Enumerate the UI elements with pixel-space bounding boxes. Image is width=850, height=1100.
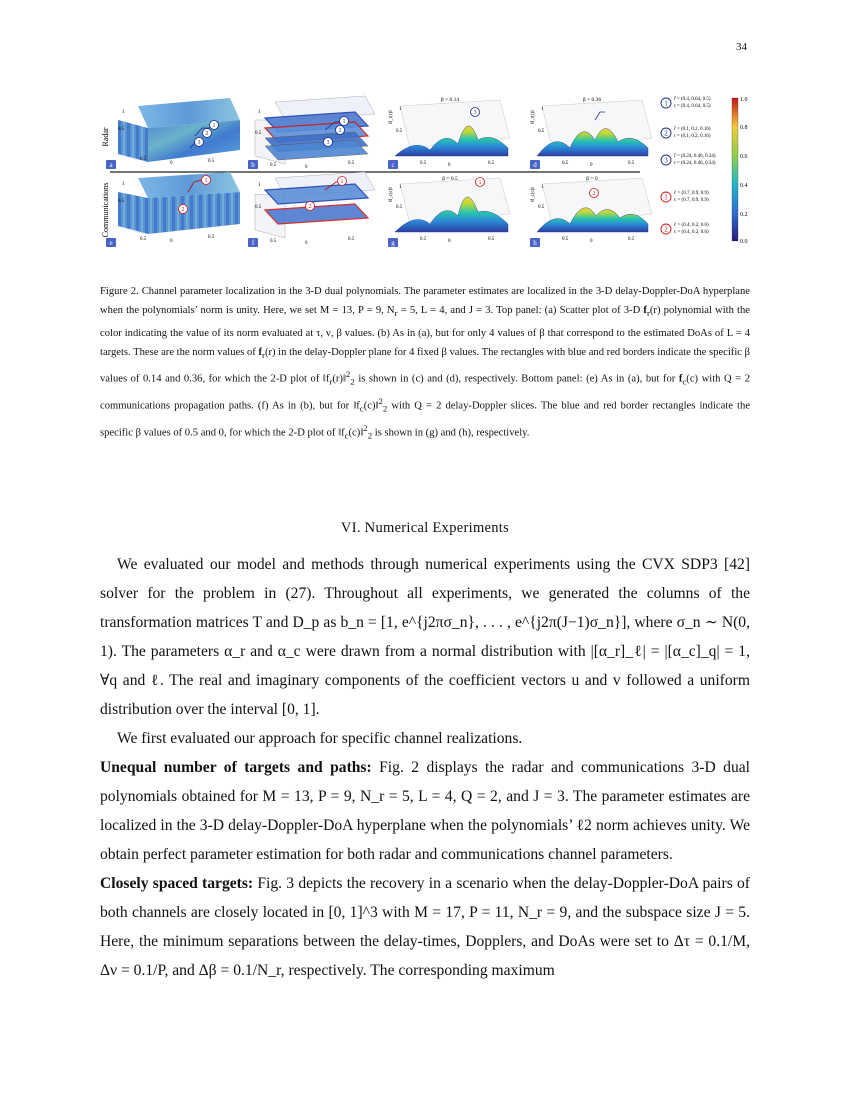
row-label-communications: Communications: [101, 182, 110, 238]
svg-text:r̂ = (0.1, 0.2, 0.16): r̂ = (0.1, 0.2, 0.16): [674, 127, 711, 132]
svg-text:0: 0: [170, 161, 173, 166]
svg-text:0: 0: [305, 241, 308, 246]
svg-text:1: 1: [664, 99, 668, 108]
svg-text:0.8: 0.8: [740, 125, 748, 131]
svg-text:1: 1: [399, 185, 402, 190]
page-number: 34: [736, 41, 747, 53]
svg-text:0.5: 0.5: [420, 237, 427, 242]
svg-text:2: 2: [664, 129, 668, 138]
svg-text:c = (0.7, 0.9, 0.9): c = (0.7, 0.9, 0.9): [674, 198, 709, 203]
svg-text:0: 0: [590, 163, 593, 168]
svg-text:2: 2: [181, 207, 185, 213]
svg-text:0: 0: [170, 239, 173, 244]
svg-text:c: c: [391, 161, 395, 169]
svg-text:3: 3: [197, 140, 201, 146]
svg-text:0.5: 0.5: [348, 237, 355, 242]
body-text: [100, 550, 750, 985]
paragraph-3-lead: Unequal number of targets and paths:: [100, 759, 372, 776]
svg-text:0: 0: [448, 239, 451, 244]
svg-text:1: 1: [212, 123, 216, 129]
svg-text:1: 1: [478, 180, 482, 186]
svg-text:0.5: 0.5: [538, 205, 545, 210]
panel-h-surface: [530, 176, 652, 247]
svg-text:0.5: 0.5: [488, 237, 495, 242]
svg-text:r = (0.1, 0.2, 0.16): r = (0.1, 0.2, 0.16): [674, 134, 711, 139]
svg-text:f: f: [251, 239, 255, 247]
svg-text:0.5: 0.5: [140, 157, 147, 162]
svg-text:c = (0.4, 0.2, 0.6): c = (0.4, 0.2, 0.6): [674, 230, 709, 235]
svg-text:0.5: 0.5: [628, 161, 635, 166]
svg-text:ĉ = (0.4, 0.2, 0.6): ĉ = (0.4, 0.2, 0.6): [674, 223, 709, 228]
svg-text:0.2: 0.2: [740, 212, 748, 218]
svg-text:0.5: 0.5: [628, 237, 635, 242]
svg-text:0.4: 0.4: [740, 183, 748, 189]
svg-text:e: e: [109, 239, 113, 247]
svg-text:3: 3: [473, 110, 477, 116]
figure-caption: Figure 2. Channel parameter localization in the 3-D dual polynomials. The parameter estimates are localized in the 3-D delay-Doppler-DoA hyperplane when the polynomials’ norm is unity. Here, we set M = 13, P = 9, $N_r = 5$, L = 4, and J = 3. Top panel: (a) Scatter plot of 3-D $f_r(r)$ polynomial with the color indicating the value of its norm evaluated at τ, ν, β values. (b) As in (a), but for only 4 values of β that correspond to the estimated DoAs of L = 4 targets. These are the norm values of $f_r(r)$ in the delay-Doppler plane for 4 fixed β values. The rectangles with blue and red borders indicate the specific β values of 0.14 and 0.36, for which the 2-D plot of $‖f_r(r)‖^2_2$ is shown in (c) and (d), respectively. Bottom panel: (e) As in (a), but for $f_c(c)$ with Q = 2 communications propagation paths. (f) As in (b), but for $‖f_c(c)‖^2_2$ with Q = 2 delay-Doppler slices. The blue and red border rectangles indicate the specific β values of 0.5 and 0, for which the 2-D plot of $‖f_c(c)‖^2_2$ is shown in (g) and (h), respectively.: [100, 286, 751, 441]
svg-text:2: 2: [308, 204, 312, 210]
svg-text:0.5: 0.5: [538, 129, 545, 134]
svg-text:0.5: 0.5: [396, 205, 403, 210]
panel-g-surface: [388, 176, 510, 247]
svg-text:r = (0.4, 0.64, 0.5): r = (0.4, 0.64, 0.5): [674, 104, 711, 109]
panel-e-cube: [106, 172, 240, 247]
svg-text:‖f_r(r)‖: ‖f_r(r)‖: [531, 110, 536, 124]
svg-text:h: h: [533, 239, 537, 247]
svg-text:d: d: [533, 161, 537, 169]
svg-text:r̂ = (0.24, 0.46, 0.34): r̂ = (0.24, 0.46, 0.34): [674, 154, 716, 159]
paragraph-3: Unequal number of targets and paths: Fig. 2 displays the radar and communications 3-D dual polynomials obtained for M = 13, P = 9, N_r = 5, L = 4, Q = 2, and J = 3. The parameter estimates are localized in the 3-D delay-Doppler-DoA hyperplane when the polynomials’ ℓ2 norm achieves unity. We obtain perfect parameter estimation for both radar and communications channel parameters.: [100, 759, 750, 863]
svg-text:3: 3: [326, 140, 330, 146]
svg-text:β = 0.5: β = 0.5: [442, 176, 458, 182]
svg-text:1: 1: [340, 179, 344, 185]
svg-text:2: 2: [592, 191, 596, 197]
svg-text:0.5: 0.5: [255, 205, 262, 210]
svg-text:0.5: 0.5: [140, 237, 147, 242]
svg-text:2: 2: [338, 128, 342, 134]
svg-text:β = 0.36: β = 0.36: [582, 97, 602, 103]
panel-f-slices: [248, 172, 375, 247]
svg-text:b: b: [251, 161, 255, 169]
svg-text:1: 1: [204, 178, 208, 184]
svg-text:0.5: 0.5: [562, 161, 569, 166]
svg-text:3: 3: [664, 156, 668, 165]
svg-text:0: 0: [590, 239, 593, 244]
svg-text:0.0: 0.0: [740, 239, 748, 245]
svg-text:0: 0: [305, 165, 308, 170]
figure-legend: [661, 97, 716, 235]
svg-text:0.5: 0.5: [420, 161, 427, 166]
svg-text:0.5: 0.5: [270, 163, 277, 168]
row-label-radar: Radar: [101, 127, 110, 147]
svg-text:1: 1: [258, 110, 261, 115]
paragraph-4-lead: Closely spaced targets:: [100, 875, 254, 892]
svg-text:1: 1: [122, 110, 125, 115]
svg-text:1.0: 1.0: [740, 97, 748, 103]
colorbar: [732, 97, 748, 245]
svg-text:β = 0.14: β = 0.14: [440, 97, 460, 103]
svg-text:1: 1: [258, 183, 261, 188]
section-heading: VI. Numerical Experiments: [340, 520, 510, 536]
svg-text:2: 2: [664, 225, 668, 234]
svg-text:0.5: 0.5: [118, 199, 125, 204]
svg-text:0.5: 0.5: [255, 131, 262, 136]
svg-text:0.5: 0.5: [118, 127, 125, 132]
panel-b-slices: [248, 96, 375, 170]
svg-text:1: 1: [399, 107, 402, 112]
svg-text:1: 1: [342, 119, 346, 125]
svg-text:1: 1: [541, 185, 544, 190]
svg-text:1: 1: [664, 193, 668, 202]
svg-text:0.5: 0.5: [488, 161, 495, 166]
svg-text:ĉ = (0.7, 0.9, 0.9): ĉ = (0.7, 0.9, 0.9): [674, 191, 709, 196]
figure-2: [100, 92, 750, 252]
svg-text:0.5: 0.5: [396, 129, 403, 134]
paragraph-2: We first evaluated our approach for specific channel realizations.: [117, 730, 523, 747]
svg-text:0.5: 0.5: [562, 237, 569, 242]
svg-text:β = 0: β = 0: [586, 176, 598, 182]
svg-text:r̂ = (0.4, 0.64, 0.5): r̂ = (0.4, 0.64, 0.5): [674, 97, 711, 102]
svg-text:‖f_c(c)‖: ‖f_c(c)‖: [389, 187, 394, 202]
svg-text:0.6: 0.6: [740, 154, 748, 160]
paragraph-4: Closely spaced targets: Fig. 3 depicts the recovery in a scenario when the delay-Doppler-DoA pairs of both channels are closely located in [0, 1]^3 with M = 17, P = 11, N_r = 9, and the subspace size J = 5. Here, the minimum separations between the delay-times, Dopplers, and DoAs were set to Δτ = 0.1/M, Δν = 0.1/P, and Δβ = 0.1/N_r, respectively. The corresponding maximum: [100, 875, 750, 979]
svg-text:0: 0: [448, 163, 451, 168]
svg-text:r = (0.24, 0.46, 0.34): r = (0.24, 0.46, 0.34): [674, 161, 716, 166]
panel-a-cube: [106, 98, 240, 169]
svg-text:0.5: 0.5: [348, 161, 355, 166]
panel-d-surface: [530, 97, 652, 169]
svg-text:0.5: 0.5: [270, 239, 277, 244]
svg-text:‖f_r(r)‖: ‖f_r(r)‖: [389, 110, 394, 124]
paragraph-1: We evaluated our model and methods through numerical experiments using the CVX SDP3 [42] solver for the problem in (27). Throughout all experiments, we generated the columns of the transformation matrices T and D_p as b_n = [1, e^{j2πσ_n}, . . . , e^{j2π(J−1)σ_n}], where σ_n ∼ N(0, 1). The parameters α_r and α_c were drawn from a normal distribution with |[α_r]_ℓ| = |[α_c]_q| = 1, ∀q and ℓ. The real and imaginary components of the coefficient vectors u and v followed a uniform distribution over the interval [0, 1].: [100, 556, 750, 718]
panel-c-surface: [388, 97, 510, 169]
svg-text:0.5: 0.5: [208, 159, 215, 164]
svg-text:g: g: [391, 239, 395, 247]
svg-text:0.5: 0.5: [208, 235, 215, 240]
svg-text:2: 2: [205, 131, 209, 137]
svg-text:1: 1: [541, 107, 544, 112]
svg-text:‖f_c(c)‖: ‖f_c(c)‖: [531, 187, 536, 202]
svg-text:1: 1: [122, 182, 125, 187]
svg-text:a: a: [109, 161, 113, 169]
